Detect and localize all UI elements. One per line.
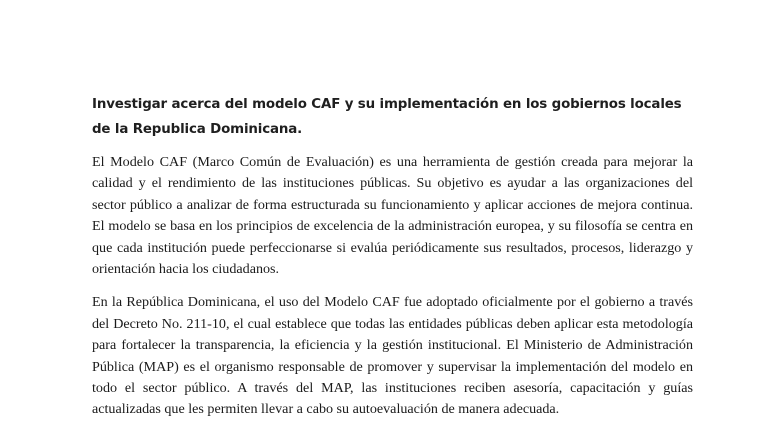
paragraph-caf-dominican-republic: En la República Dominicana, el uso del Modelo CAF fue adoptado oficialmente por el gobierno a través del Decreto No. 211-10, el cual establece que todas las entidades públicas deben aplicar esta metodología para fortalecer la transparencia, la eficiencia y la gestión institucional. El Ministerio de Administración Pública (MAP) es el organismo responsable de promover y supervisar la implementación del modelo en todo el sector público. A través del MAP, las instituciones reciben asesoría, capacitación y guías actualizadas que les permiten llevar a cabo su autoevaluación de manera adecuada.: [92, 294, 693, 418]
document-body: [92, 92, 693, 433]
document-heading: Investigar acerca del modelo CAF y su implementación en los gobiernos locales de la Republica Dominicana.: [92, 97, 682, 137]
paragraph-caf-definition: El Modelo CAF (Marco Común de Evaluación) es una herramienta de gestión creada para mejorar la calidad y el rendimiento de las instituciones públicas. Su objetivo es ayudar a las organizaciones del sector público a analizar de forma estructurada su funcionamiento y aplicar acciones de mejora continua. El modelo se basa en los principios de excelencia de la administración europea, y su filosofía se centra en que cada institución puede perfeccionarse si evalúa periódicamente sus resultados, procesos, liderazgo y orientación hacia los ciudadanos.: [92, 154, 693, 278]
